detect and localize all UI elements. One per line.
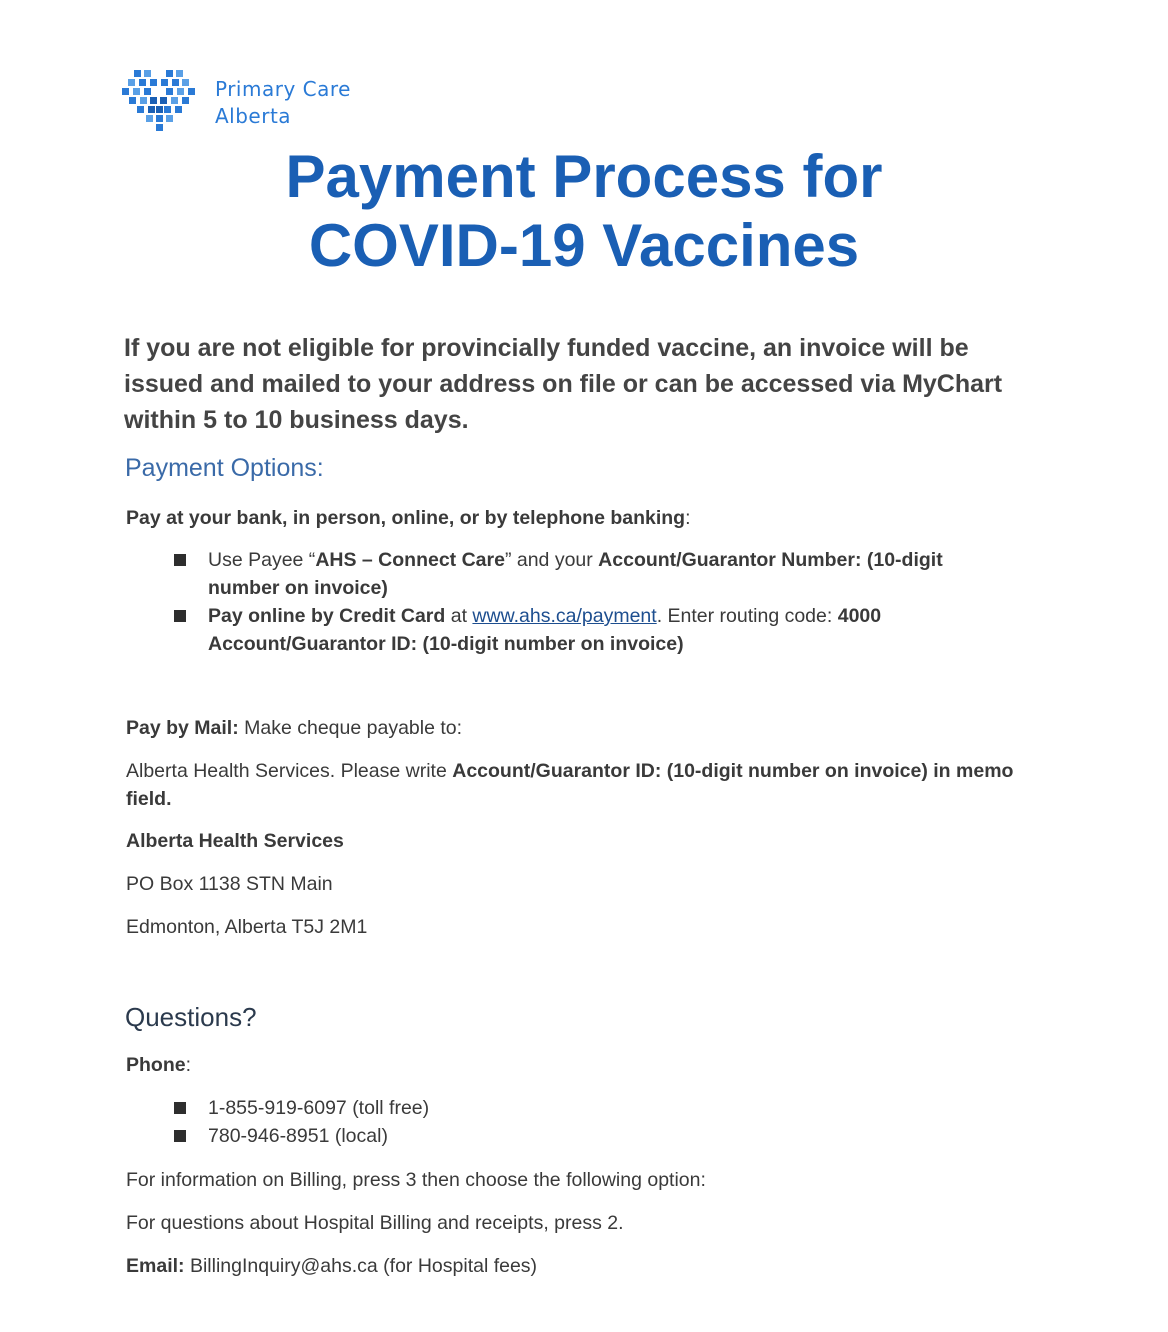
mail-address-line2: Edmonton, Alberta T5J 2M1 [126, 916, 368, 938]
title-line2: COVID-19 Vaccines [308, 212, 860, 279]
payee-bullet [174, 546, 1014, 602]
logo [120, 66, 380, 136]
payee-text-2: ” and your [504, 549, 599, 571]
billing-info: For information on Billing, press 3 then choose the following option: [126, 1169, 706, 1191]
phone-label: Phone [126, 1054, 186, 1076]
phone-local[interactable]: 780-946-8951 (local) [174, 1122, 774, 1150]
credit-card-label: Pay online by Credit Card [208, 605, 446, 627]
memo-instructions [126, 757, 1026, 813]
pay-at-bank-rest: : [685, 507, 691, 529]
phone-list [174, 1094, 774, 1150]
memo-bold: Account/Guarantor ID: (10-digit number on invoice) in memo field. [126, 760, 1014, 810]
questions-heading: Questions? [125, 1002, 257, 1032]
payment-options-heading: Payment Options: [125, 454, 324, 482]
pay-at-bank-line [126, 504, 691, 532]
routing-code: 4000 Account/Guarantor ID: (10-digit number on invoice) [208, 605, 882, 655]
pay-at-bank-bold: Pay at your bank, in person, online, or by telephone banking [126, 507, 686, 529]
credit-card-text-1: at [445, 605, 473, 627]
payment-options-list [174, 546, 1014, 658]
mail-address-line1: PO Box 1138 STN Main [126, 873, 333, 895]
credit-card-bullet [174, 602, 1014, 658]
pay-by-mail-text: Make cheque payable to: [238, 717, 463, 739]
email-label: Email: [126, 1255, 185, 1277]
payee-name: AHS – Connect Care [315, 549, 505, 571]
email-address[interactable]: BillingInquiry@ahs.ca (for Hospital fees) [184, 1255, 538, 1277]
hospital-billing-info: For questions about Hospital Billing and receipts, press 2. [126, 1212, 624, 1234]
logo-text [215, 76, 351, 130]
title-line1: Payment Process for [285, 143, 883, 210]
phone-toll-free[interactable]: 1-855-919-6097 (toll free) [174, 1094, 774, 1122]
payee-text-1: Use Payee “ [208, 549, 316, 571]
payment-link[interactable]: www.ahs.ca/payment [472, 605, 657, 627]
account-number-note: Account/Guarantor Number: (10-digit number on invoice) [208, 549, 943, 599]
phone-colon: : [185, 1054, 192, 1076]
mail-org: Alberta Health Services [126, 830, 344, 852]
credit-card-text-2: . Enter routing code: [656, 605, 838, 627]
logo-line1: Primary Care [215, 77, 351, 101]
logo-line2: Alberta [215, 104, 292, 128]
pay-by-mail-line [126, 714, 462, 742]
intro-paragraph: If you are not eligible for provincially funded vaccine, an invoice will be issued and mailed to your address on file or can be accessed via MyChart within 5 to 10 business days. [124, 334, 1003, 434]
email-line [126, 1252, 537, 1280]
phone-label-line [126, 1051, 191, 1079]
heart-mosaic-icon [120, 66, 200, 134]
memo-text: Alberta Health Services. Please write [126, 760, 453, 782]
page-title [0, 142, 1168, 280]
pay-by-mail-label: Pay by Mail: [126, 717, 239, 739]
